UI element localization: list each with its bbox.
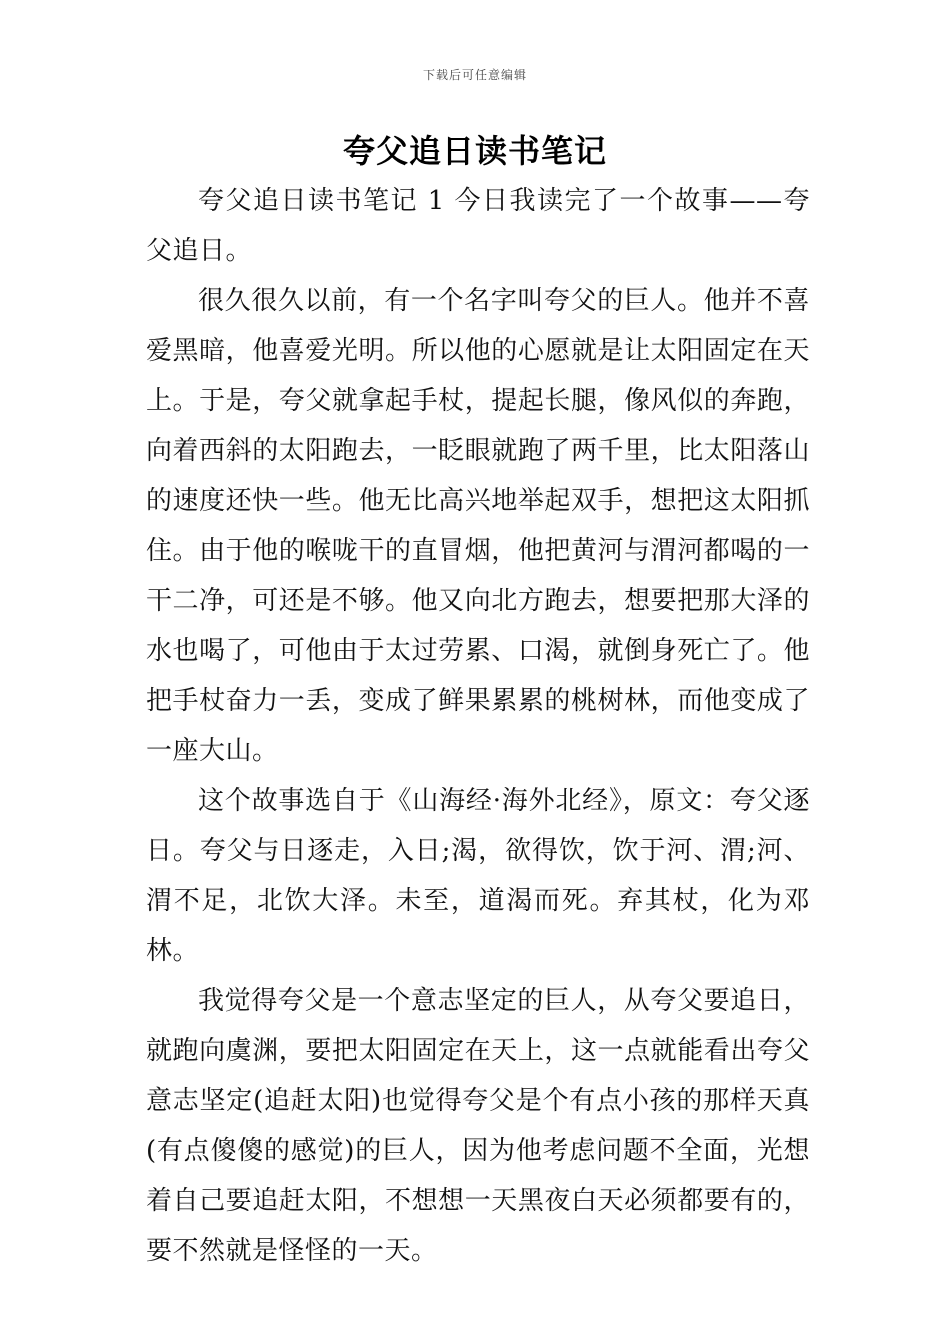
page-title: 夸父追日读书笔记	[342, 132, 607, 170]
header-note: 下载后可任意编辑	[422, 68, 527, 82]
paragraph-reflection: 我觉得夸父是一个意志坚定的巨人，从夸父要追日，就跑向虞渊，要把太阳固定在天上，这一点就能看出夸父意志坚定(追赶太阳)也觉得夸父是个有点小孩的那样天真(有点傻傻的感觉)的巨人，因为他考虑问题不全面，光想着自己要追赶太阳，不想想一天黑夜白天必须都要有的，要不然就是怪怪的一天。	[146, 986, 810, 1266]
paragraph-intro: 夸父追日读书笔记 1 今日我读完了一个故事——夸父追日。	[146, 186, 810, 266]
paragraph-source: 这个故事选自于《山海经·海外北经》，原文：夸父逐日。夸父与日逐走，入日;渴，欲得饮，饮于河、渭;河、渭不足，北饮大泽。未至，道渴而死。弃其杖，化为邓林。	[146, 786, 810, 966]
paragraph-story: 很久很久以前，有一个名字叫夸父的巨人。他并不喜爱黑暗，他喜爱光明。所以他的心愿就是让太阳固定在天上。于是，夸父就拿起手杖，提起长腿，像风似的奔跑，向着西斜的太阳跑去，一眨眼就跑了两千里，比太阳落山的速度还快一些。他无比高兴地举起双手，想把这太阳抓住。由于他的喉咙干的直冒烟，他把黄河与渭河都喝的一干二净，可还是不够。他又向北方跑去，想要把那大泽的水也喝了，可他由于太过劳累、口渴，就倒身死亡了。他把手杖奋力一丢，变成了鲜果累累的桃树林，而他变成了一座大山。	[146, 286, 810, 766]
document-body	[146, 176, 810, 1276]
